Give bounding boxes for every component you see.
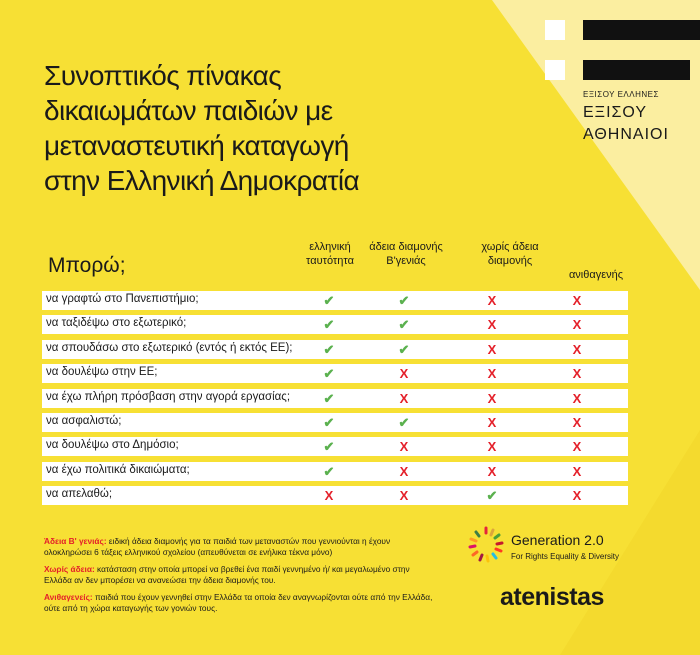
cross-icon: X xyxy=(572,293,582,308)
column-header-line: άδεια διαμονής xyxy=(369,241,443,253)
row-label: να έχω πλήρη πρόσβαση στην αγορά εργασίας; xyxy=(46,390,291,403)
cross-icon: X xyxy=(487,366,497,382)
cross-icon: X xyxy=(399,366,409,382)
table-row xyxy=(42,413,628,432)
page-title xyxy=(44,58,444,198)
check-icon: ✔ xyxy=(323,463,335,479)
logo-small-text: ΕΞΙΣΟΥ ΕΛΛΗΝΕΣ xyxy=(583,90,659,99)
cross-icon: X xyxy=(572,463,582,479)
logo-square xyxy=(545,20,565,40)
cross-icon: X xyxy=(572,488,582,504)
check-icon: ✔ xyxy=(323,390,335,406)
cross-icon: X xyxy=(487,439,497,455)
column-header-line: χωρίς άδεια xyxy=(481,241,539,253)
footnote xyxy=(44,564,439,586)
check-icon: ✔ xyxy=(398,415,410,430)
cross-icon: X xyxy=(487,293,497,308)
logo-line-1: ΕΞΙΣΟΥ xyxy=(583,104,648,121)
column-header xyxy=(470,240,550,268)
footnote-text: παιδιά που έχουν γεννηθεί στην Ελλάδα τα οποία δεν αναγνωρίζονται ούτε από την Ελλάδα, ούτε από τη χώρα καταγωγής των γονιών τους. xyxy=(44,592,433,613)
cross-icon: X xyxy=(487,341,497,357)
cross-icon: X xyxy=(572,415,582,430)
title-line: στην Ελληνική Δημοκρατία xyxy=(44,165,360,196)
check-icon: ✔ xyxy=(398,341,410,357)
table-row xyxy=(42,486,628,505)
generation-logo xyxy=(466,524,620,573)
table-row xyxy=(42,389,628,408)
check-icon: ✔ xyxy=(323,341,335,357)
footnote xyxy=(44,592,439,614)
column-header-line: ελληνική xyxy=(309,241,351,253)
check-icon: ✔ xyxy=(486,488,498,504)
table-row xyxy=(42,364,628,383)
footnotes xyxy=(44,536,439,620)
cross-icon: X xyxy=(572,390,582,406)
check-icon: ✔ xyxy=(323,293,335,308)
cross-icon: X xyxy=(399,390,409,406)
generation-tagline: For Rights Equality & Diversity xyxy=(511,552,620,561)
column-header-line: ταυτότητα xyxy=(306,255,354,267)
logo-bar xyxy=(583,60,690,80)
footnote xyxy=(44,536,439,558)
check-icon: ✔ xyxy=(398,293,410,308)
cross-icon: X xyxy=(399,488,409,504)
check-icon: ✔ xyxy=(323,415,335,430)
atenistas-logo: atenistas xyxy=(500,583,604,611)
row-label: να δουλέψω στο Δημόσιο; xyxy=(46,439,179,452)
check-icon: ✔ xyxy=(323,366,335,382)
title-line: μεταναστευτική καταγωγή xyxy=(44,130,349,161)
row-label: να σπουδάσω στο εξωτερικό (εντός ή εκτός ΕΕ); xyxy=(46,341,293,354)
logo-bar xyxy=(583,20,700,40)
cross-icon: X xyxy=(572,366,582,382)
check-icon: ✔ xyxy=(323,317,335,333)
check-icon: ✔ xyxy=(398,317,410,333)
title-line: Συνοπτικός πίνακας xyxy=(44,60,282,91)
logo-line-2: ΑΘΗΝΑΙΟΙ xyxy=(583,126,669,143)
cross-icon: X xyxy=(487,415,497,430)
column-header xyxy=(555,268,637,282)
row-label: να ασφαλιστώ; xyxy=(46,415,122,427)
check-icon: ✔ xyxy=(323,439,335,455)
cross-icon: X xyxy=(399,463,409,479)
table-row xyxy=(42,291,628,310)
row-label: να απελαθώ; xyxy=(46,488,113,501)
cross-icon: X xyxy=(324,488,334,504)
cross-icon: X xyxy=(572,439,582,455)
logo-square xyxy=(545,60,565,80)
cross-icon: X xyxy=(399,439,409,455)
footnote-text: ειδική άδεια διαμονής για τα παιδιά των μεταναστών που γεννιούνται η έχουν ολοκληρώσει 6 τάξεις ελληνικού σχολείου (απευθύνεται σε ενήλικα τέκνα μόνο) xyxy=(44,536,391,557)
footnote-term: Ανιθαγενείς: xyxy=(44,592,93,602)
title-line: δικαιωμάτων παιδιών με xyxy=(44,95,333,126)
row-label: να δουλέψω στην ΕΕ; xyxy=(46,366,158,379)
footnote-text: κατάσταση στην οποία μπορεί να βρεθεί ένα παιδί γεννημένο ή/ και μεγαλωμένο στην Ελλάδα αν δεν μπορέσει να ανανεώσει την άδεια διαμονής του. xyxy=(44,564,410,585)
column-header xyxy=(364,240,448,268)
column-header xyxy=(295,240,365,268)
column-header-line: ανιθαγενής xyxy=(568,269,624,281)
column-header-line: Β'γενιάς xyxy=(386,255,426,267)
row-label: να γραφτώ στο Πανεπιστήμιο; xyxy=(46,293,199,305)
generation-icon xyxy=(466,524,506,568)
generation-name: Generation 2.0 xyxy=(511,532,604,548)
table-row xyxy=(42,437,628,456)
cross-icon: X xyxy=(487,463,497,479)
cross-icon: X xyxy=(487,390,497,406)
cross-icon: X xyxy=(572,317,582,333)
table-row xyxy=(42,462,628,481)
footnote-term: Χωρίς άδεια: xyxy=(44,564,95,574)
table-row xyxy=(42,340,628,359)
row-label: να ταξιδέψω στο εξωτερικό; xyxy=(46,317,187,330)
table-heading: Μπορώ; xyxy=(48,254,126,277)
table-row xyxy=(42,315,628,334)
column-header-line: διαμονής xyxy=(487,255,533,267)
row-label: να έχω πολιτικά δικαιώματα; xyxy=(46,463,190,476)
footnote-term: Άδεια Β' γενιάς: xyxy=(44,536,107,546)
cross-icon: X xyxy=(572,341,582,357)
cross-icon: X xyxy=(487,317,497,333)
